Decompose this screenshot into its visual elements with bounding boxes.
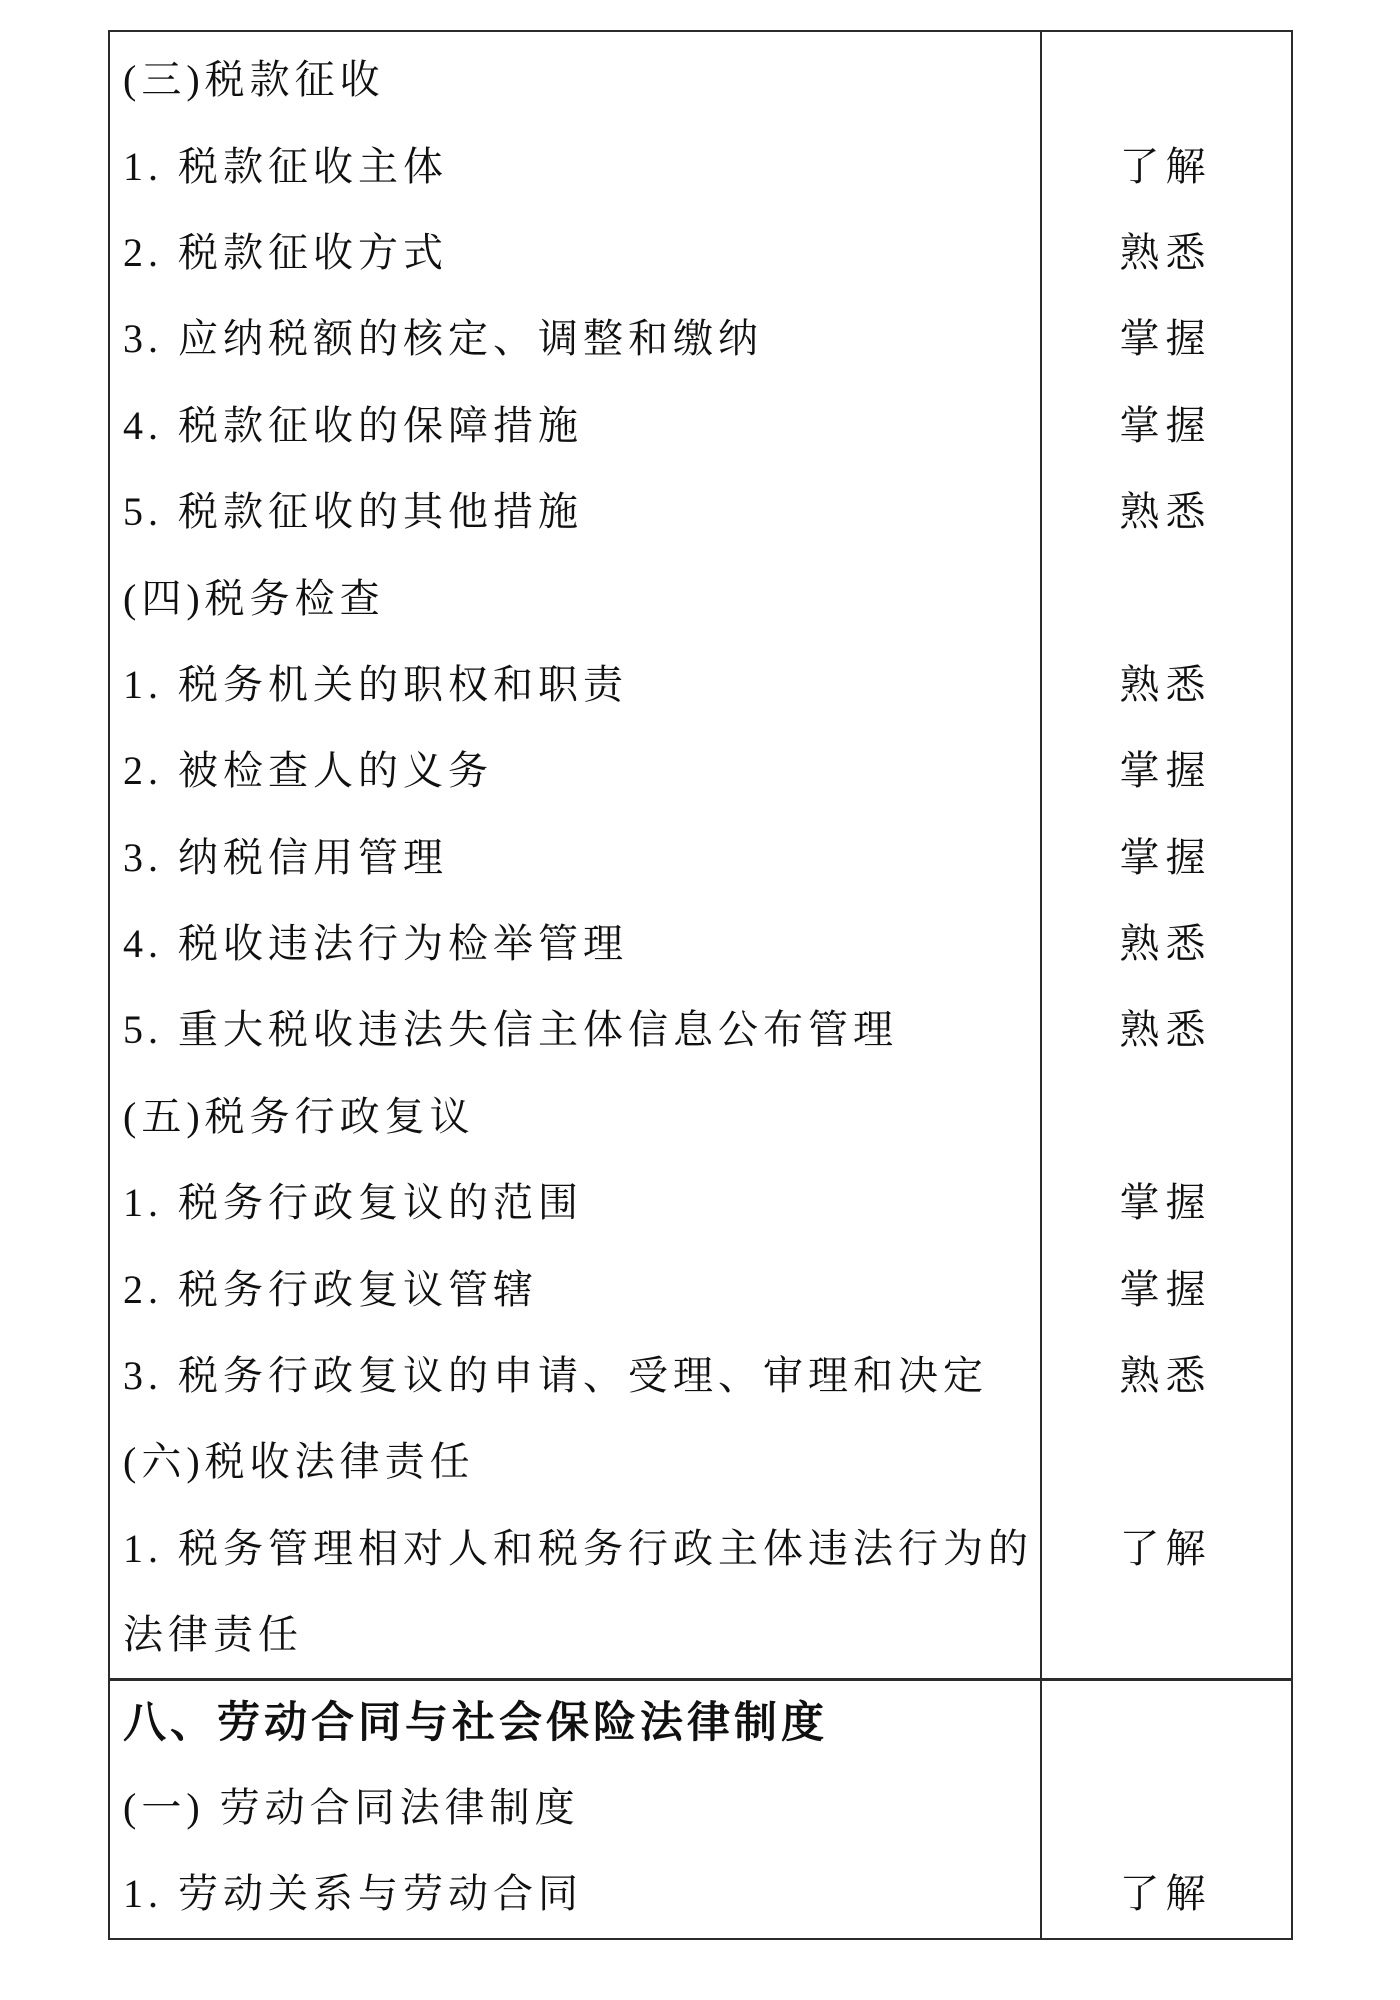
topic-cell: 1. 税务行政复议的范围: [123, 1180, 583, 1226]
level-cell: 掌握: [1119, 1180, 1212, 1226]
table-row: [110, 555, 1291, 641]
topic-cell: 3. 税务行政复议的申请、受理、审理和决定: [123, 1353, 988, 1399]
table-row: [110, 210, 1291, 296]
topic-cell: 5. 重大税收违法失信主体信息公布管理: [123, 1007, 898, 1053]
table-row: [110, 901, 1291, 987]
table-row: [110, 815, 1291, 901]
level-cell: 了解: [1119, 143, 1212, 189]
table-row: [110, 1160, 1291, 1246]
level-cell: 熟悉: [1119, 229, 1212, 275]
table-row: [110, 123, 1291, 209]
topic-cell: 1. 税务机关的职权和职责: [123, 661, 628, 707]
table-row: [110, 1419, 1291, 1505]
topic-cell: 1. 税款征收主体: [123, 143, 448, 189]
level-cell: 熟悉: [1119, 1007, 1212, 1053]
level-cell: 熟悉: [1119, 489, 1212, 535]
topic-cell: 2. 税务行政复议管辖: [123, 1266, 538, 1312]
table-row: [110, 728, 1291, 814]
table-row: [110, 1678, 1291, 1764]
level-cell: 掌握: [1119, 1266, 1212, 1312]
topic-cell: 1. 劳动关系与劳动合同: [123, 1871, 583, 1917]
table-row: [110, 383, 1291, 469]
table-row: [110, 987, 1291, 1073]
topic-cell: (一) 劳动合同法律制度: [123, 1785, 580, 1830]
topic-cell: 1. 税务管理相对人和税务行政主体违法行为的: [123, 1525, 1033, 1571]
level-cell: 熟悉: [1119, 661, 1212, 707]
syllabus-table: [108, 30, 1293, 1940]
table-row: [110, 1506, 1291, 1592]
topic-cell: 2. 被检查人的义务: [123, 748, 493, 794]
topic-cell: 5. 税款征收的其他措施: [123, 489, 583, 535]
level-cell: 熟悉: [1119, 921, 1212, 967]
topic-cell: (六)税收法律责任: [123, 1439, 475, 1485]
table-row: [110, 1592, 1291, 1678]
table-row: [110, 1851, 1291, 1937]
level-cell: 了解: [1119, 1871, 1212, 1917]
topic-cell: 4. 税收违法行为检举管理: [123, 921, 628, 967]
level-cell: 掌握: [1119, 748, 1212, 794]
topic-cell: 八、劳动合同与社会保险法律制度: [123, 1698, 828, 1747]
level-cell: 熟悉: [1119, 1353, 1212, 1399]
topic-cell: (四)税务检查: [123, 575, 385, 621]
table-row: [110, 1333, 1291, 1419]
topic-cell: (三)税款征收: [123, 57, 385, 103]
level-cell: 掌握: [1119, 834, 1212, 880]
level-cell: 了解: [1119, 1525, 1212, 1571]
topic-cell: 3. 应纳税额的核定、调整和缴纳: [123, 316, 763, 362]
level-cell: 掌握: [1119, 316, 1212, 362]
table-row: [110, 642, 1291, 728]
topic-cell: 3. 纳税信用管理: [123, 834, 448, 880]
table-row: [110, 469, 1291, 555]
level-cell: 掌握: [1119, 402, 1212, 448]
table-rows: [110, 32, 1291, 1938]
topic-cell: 4. 税款征收的保障措施: [123, 402, 583, 448]
table-row: [110, 296, 1291, 382]
table-row: [110, 1074, 1291, 1160]
table-row: [110, 37, 1291, 123]
table-row: [110, 1246, 1291, 1332]
topic-cell: 法律责任: [123, 1612, 303, 1658]
topic-cell: (五)税务行政复议: [123, 1093, 475, 1139]
table-row: [110, 1765, 1291, 1851]
topic-cell: 2. 税款征收方式: [123, 229, 448, 275]
